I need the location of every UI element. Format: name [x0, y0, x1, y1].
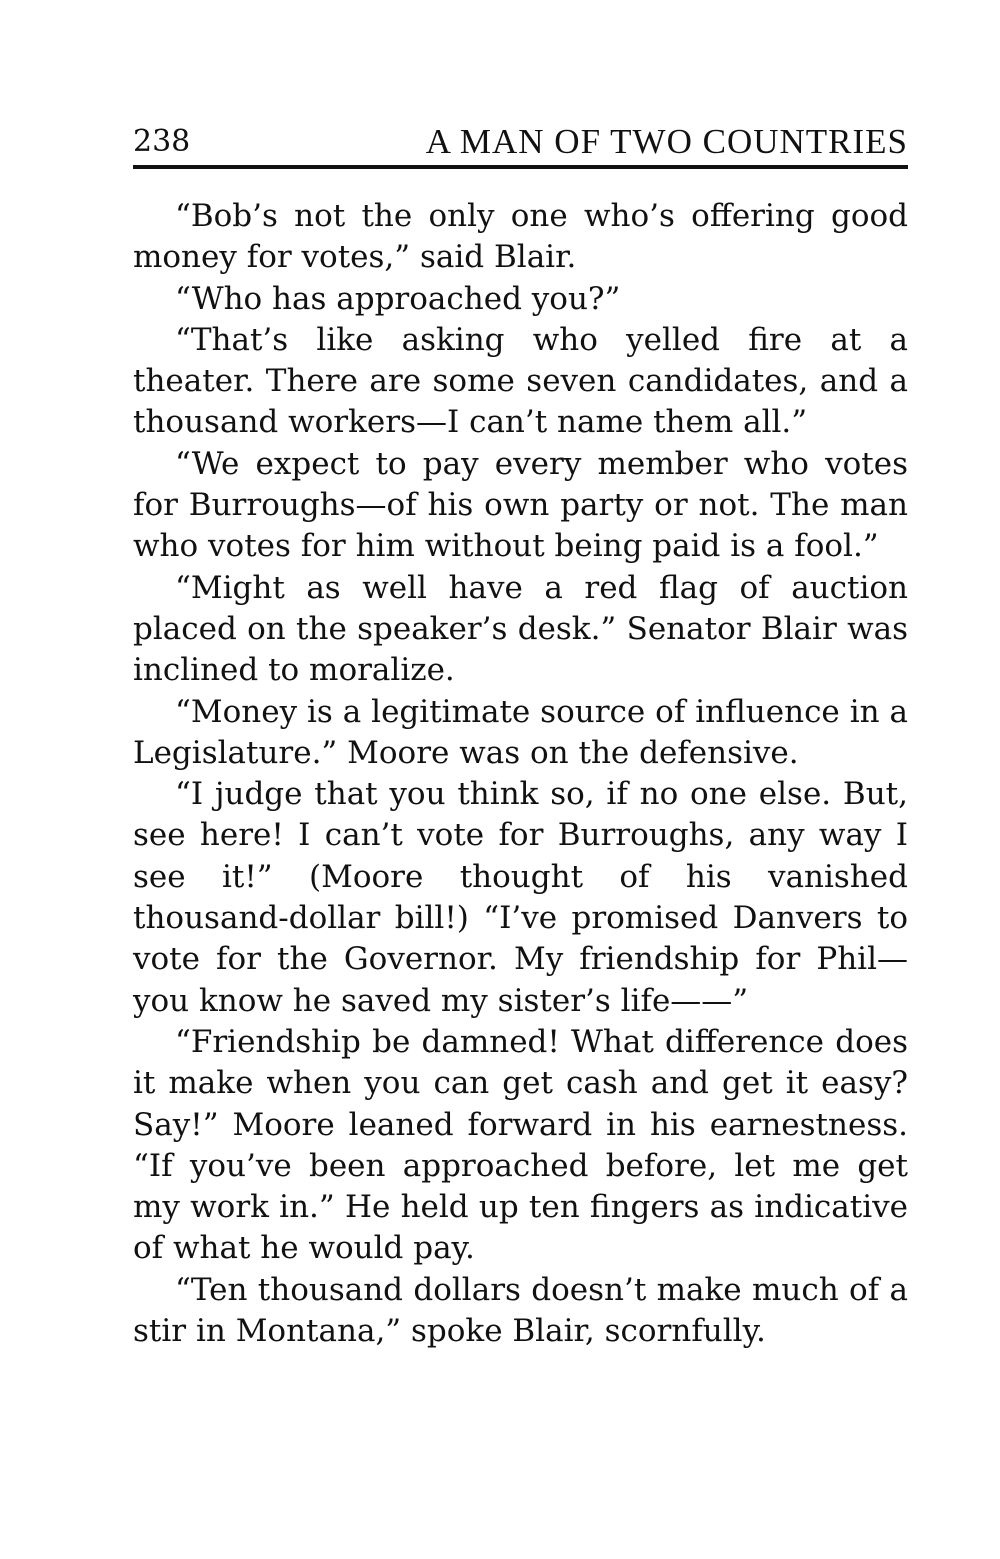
paragraph: “That’s like asking who yelled fire at a theater. There are some seven candidates, and a thousand workers—I can’t name them all.”: [133, 321, 908, 441]
page-header: [133, 116, 908, 166]
header-rule: [133, 165, 908, 169]
paragraph: “Ten thousand dollars doesn’t make much of a stir in Montana,” spoke Blair, scornfully.: [133, 1271, 908, 1350]
paragraph: “We expect to pay every member who votes for Burroughs—of his own party or not. The man who votes for him without being paid is a fool.”: [133, 445, 908, 565]
paragraph: “Money is a legitimate source of influence in a Legislature.” Moore was on the defensive.: [133, 693, 908, 771]
paragraph: “I judge that you think so, if no one else. But, see here! I can’t vote for Burroughs, any way I see it!” (Moore thought of his vanished thousand-dollar bill!) “I’ve promised Danvers to vote for the Governor. My friendship for Phil—you know he saved my sister’s life——”: [133, 776, 908, 1019]
body-text: [133, 196, 908, 1352]
running-title: A MAN OF TWO COUNTRIES: [425, 122, 908, 161]
paragraph: “Friendship be damned! What difference does it make when you can get cash and get it easy? Say!” Moore leaned forward in his earnestness. “If you’ve been approached before, let me get my work in.” He held up ten fingers as indicative of what he would pay.: [133, 1023, 908, 1267]
paragraph: “Who has approached you?”: [175, 280, 621, 317]
page-number: 238: [133, 124, 191, 159]
paragraph: “Might as well have a red flag of auction placed on the speaker’s desk.” Senator Blair was inclined to moralize.: [133, 569, 908, 689]
paragraph: “Bob’s not the only one who’s offering good money for votes,” said Blair.: [133, 198, 908, 276]
